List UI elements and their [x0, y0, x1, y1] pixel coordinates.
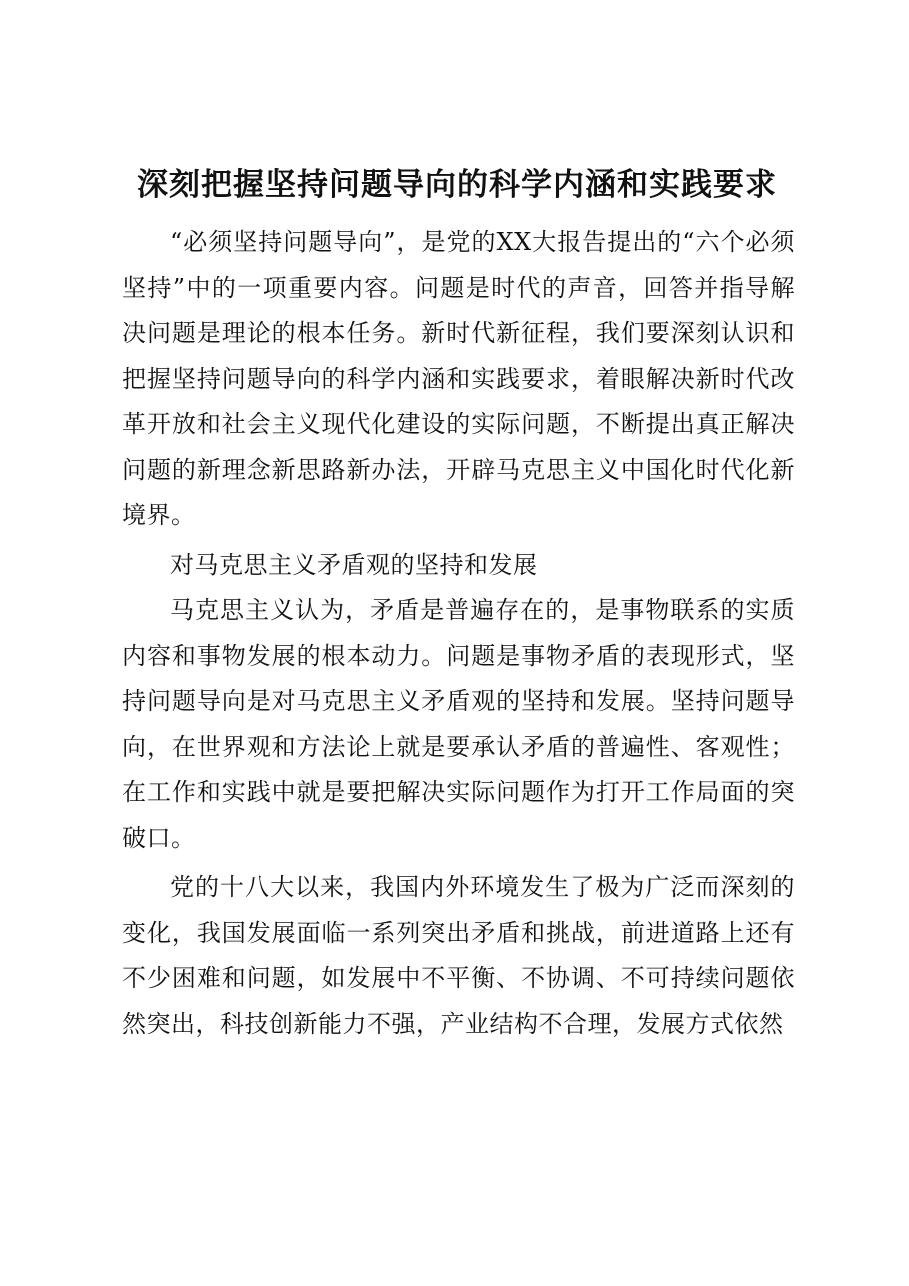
paragraph-contradiction: 马克思主义认为，矛盾是普遍存在的，是事物联系的实质内容和事物发展的根本动力。问题是事物矛盾的表现形式，坚持问题导向是对马克思主义矛盾观的坚持和发展。坚持问题导向，在世界观和方法论上就是要承认矛盾的普遍性、客观性；在工作和实践中就是要把解决实际问题作为打开工作局面的突破口。 — [122, 596, 795, 852]
paragraph-intro: “必须坚持问题导向”，是党的XX大报告提出的“六个必须坚持”中的一项重要内容。问题是时代的声音，回答并指导解决问题是理论的根本任务。新时代新征程，我们要深刻认识和把握坚持问题导向的科学内涵和实践要求，着眼解决新时代改革开放和社会主义现代化建设的实际问题，不断提出真正解决问题的新理念新思路新办法，开辟马克思主义中国化时代化新境界。 — [122, 228, 795, 529]
document-title: 深刻把握坚持问题导向的科学内涵和实践要求 — [137, 167, 777, 203]
section-heading: 对马克思主义矛盾观的坚持和发展 — [170, 550, 538, 579]
document-body — [122, 220, 795, 1047]
paragraph-since-18th-congress: 党的十八大以来，我国内外环境发生了极为广泛而深刻的变化，我国发展面临一系列突出矛盾和挑战，前进道路上还有不少困难和问题，如发展中不平衡、不协调、不可持续问题依然突出，科技创新能力不强，产业结构不合理，发展方式依然 — [122, 873, 795, 1038]
